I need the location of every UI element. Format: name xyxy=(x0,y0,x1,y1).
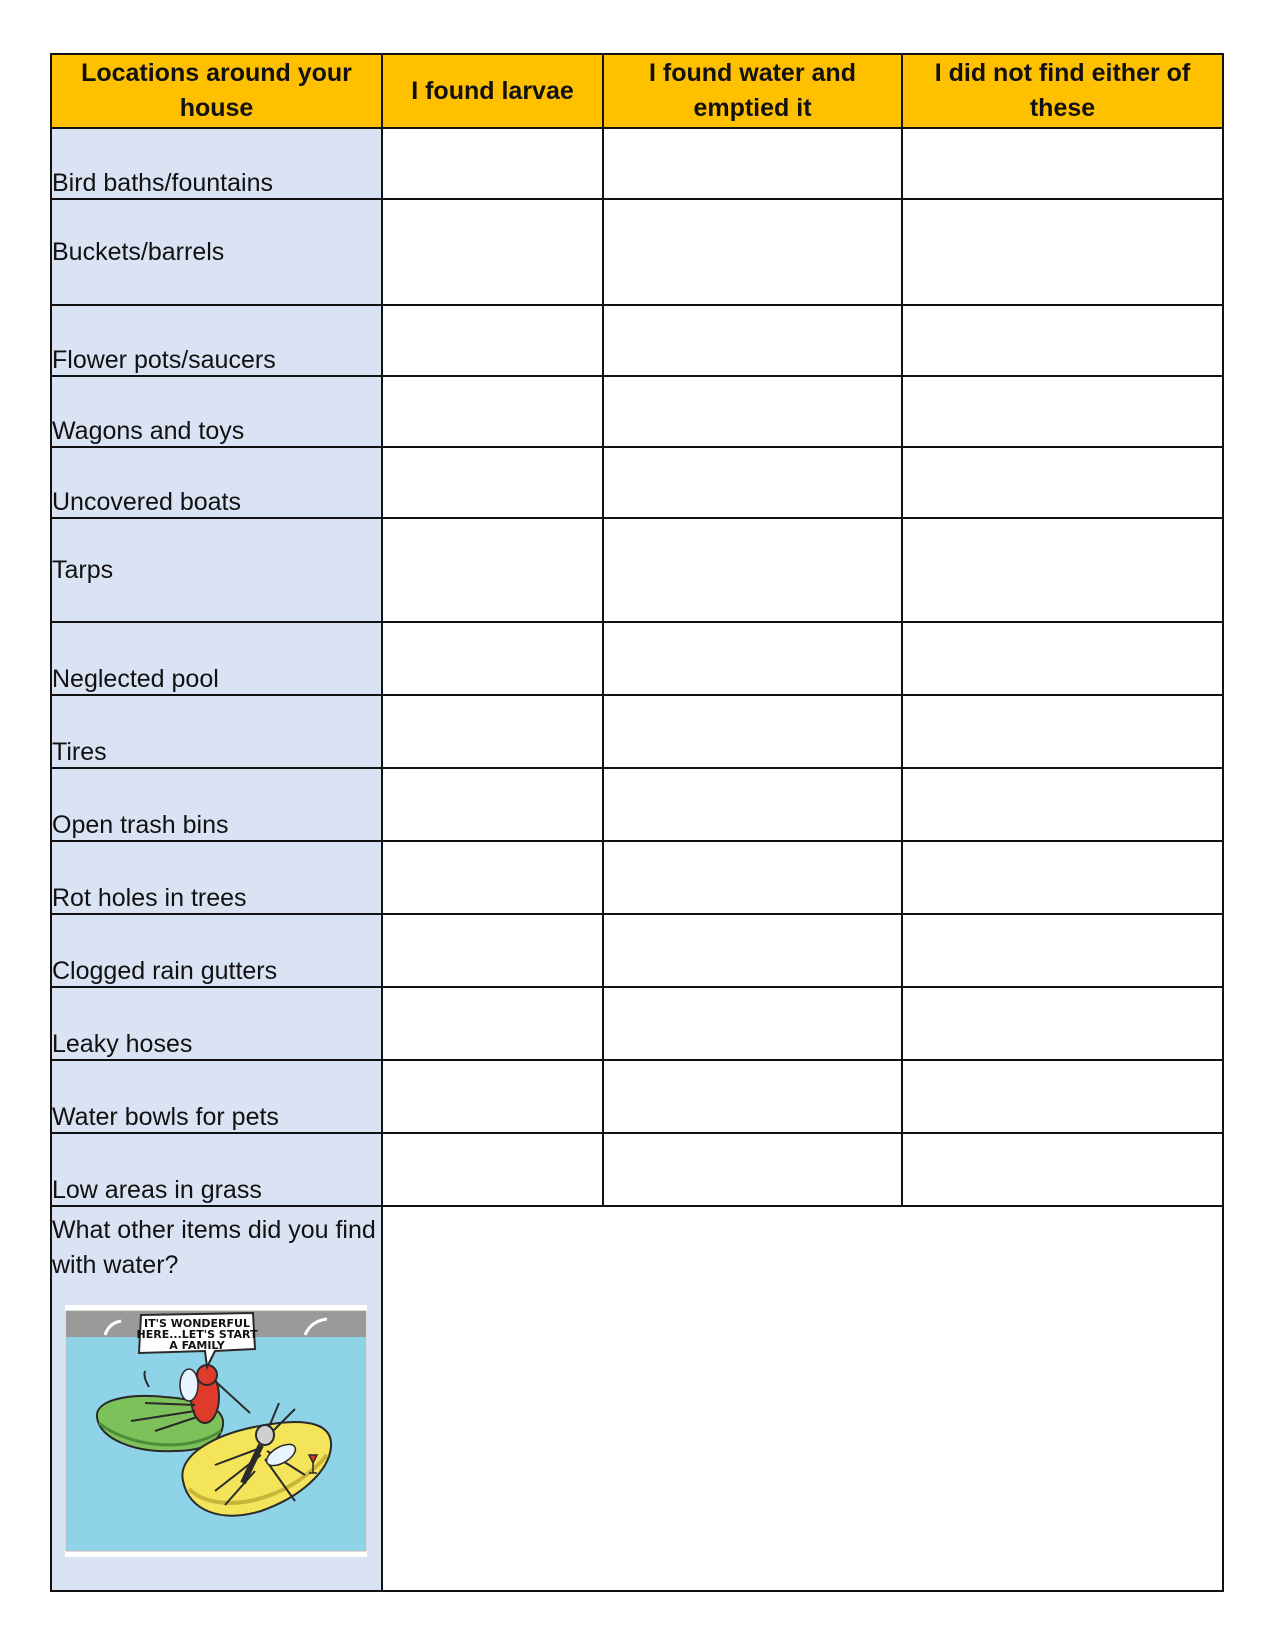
larvae-cell[interactable] xyxy=(382,199,603,305)
emptied-cell[interactable] xyxy=(603,128,902,199)
emptied-cell[interactable] xyxy=(603,376,902,447)
table-row xyxy=(51,622,1223,695)
none-cell[interactable] xyxy=(902,622,1223,695)
location-label: Clogged rain gutters xyxy=(51,914,382,987)
none-cell[interactable] xyxy=(902,376,1223,447)
table-row xyxy=(51,987,1223,1060)
header-did-not-find: I did not find either of these xyxy=(902,54,1223,128)
none-cell[interactable] xyxy=(902,518,1223,622)
table-row xyxy=(51,1060,1223,1133)
mosquito-pool-cartoon xyxy=(65,1305,367,1557)
none-cell[interactable] xyxy=(902,695,1223,768)
table-row xyxy=(51,447,1223,518)
location-label: Open trash bins xyxy=(51,768,382,841)
emptied-cell[interactable] xyxy=(603,518,902,622)
location-label: Tarps xyxy=(51,518,382,622)
location-label: Tires xyxy=(51,695,382,768)
emptied-cell[interactable] xyxy=(603,914,902,987)
emptied-cell[interactable] xyxy=(603,447,902,518)
other-items-answer-cell[interactable] xyxy=(382,1206,1223,1591)
larvae-cell[interactable] xyxy=(382,518,603,622)
speech-line: IT'S WONDERFUL xyxy=(144,1317,250,1330)
larvae-cell[interactable] xyxy=(382,1133,603,1206)
table-row xyxy=(51,376,1223,447)
larvae-cell[interactable] xyxy=(382,1060,603,1133)
larvae-cell[interactable] xyxy=(382,695,603,768)
table-row xyxy=(51,1133,1223,1206)
none-cell[interactable] xyxy=(902,768,1223,841)
other-items-row xyxy=(51,1206,1223,1591)
location-label: Buckets/barrels xyxy=(51,199,382,305)
location-label: Rot holes in trees xyxy=(51,841,382,914)
other-items-prompt: What other items did you find with water? xyxy=(52,1216,376,1279)
mosquito-survey-table xyxy=(50,53,1224,1592)
table-row xyxy=(51,695,1223,768)
larvae-cell[interactable] xyxy=(382,768,603,841)
header-found-larvae: I found larvae xyxy=(382,54,603,128)
none-cell[interactable] xyxy=(902,1060,1223,1133)
emptied-cell[interactable] xyxy=(603,987,902,1060)
larvae-cell[interactable] xyxy=(382,987,603,1060)
table-row xyxy=(51,128,1223,199)
none-cell[interactable] xyxy=(902,914,1223,987)
location-label: Water bowls for pets xyxy=(51,1060,382,1133)
emptied-cell[interactable] xyxy=(603,622,902,695)
table-row xyxy=(51,768,1223,841)
emptied-cell[interactable] xyxy=(603,695,902,768)
larvae-cell[interactable] xyxy=(382,305,603,376)
emptied-cell[interactable] xyxy=(603,1060,902,1133)
table-row xyxy=(51,914,1223,987)
emptied-cell[interactable] xyxy=(603,1133,902,1206)
none-cell[interactable] xyxy=(902,841,1223,914)
table-row xyxy=(51,518,1223,622)
location-label: Low areas in grass xyxy=(51,1133,382,1206)
other-items-cell xyxy=(51,1206,382,1591)
larvae-cell[interactable] xyxy=(382,914,603,987)
location-label: Bird baths/fountains xyxy=(51,128,382,199)
none-cell[interactable] xyxy=(902,199,1223,305)
none-cell[interactable] xyxy=(902,128,1223,199)
emptied-cell[interactable] xyxy=(603,305,902,376)
header-found-water-emptied: I found water and emptied it xyxy=(603,54,902,128)
none-cell[interactable] xyxy=(902,305,1223,376)
larvae-cell[interactable] xyxy=(382,622,603,695)
table-row xyxy=(51,305,1223,376)
location-label: Wagons and toys xyxy=(51,376,382,447)
none-cell[interactable] xyxy=(902,447,1223,518)
location-label: Neglected pool xyxy=(51,622,382,695)
speech-line: A FAMILY xyxy=(169,1339,225,1352)
speech-line: HERE...LET'S START xyxy=(136,1328,258,1341)
none-cell[interactable] xyxy=(902,1133,1223,1206)
larvae-cell[interactable] xyxy=(382,128,603,199)
location-label: Uncovered boats xyxy=(51,447,382,518)
emptied-cell[interactable] xyxy=(603,199,902,305)
table-row xyxy=(51,199,1223,305)
larvae-cell[interactable] xyxy=(382,376,603,447)
location-label: Flower pots/saucers xyxy=(51,305,382,376)
table-row xyxy=(51,841,1223,914)
header-locations: Locations around your house xyxy=(51,54,382,128)
location-label: Leaky hoses xyxy=(51,987,382,1060)
larvae-cell[interactable] xyxy=(382,841,603,914)
emptied-cell[interactable] xyxy=(603,768,902,841)
emptied-cell[interactable] xyxy=(603,841,902,914)
none-cell[interactable] xyxy=(902,987,1223,1060)
larvae-cell[interactable] xyxy=(382,447,603,518)
header-row xyxy=(51,54,1223,128)
